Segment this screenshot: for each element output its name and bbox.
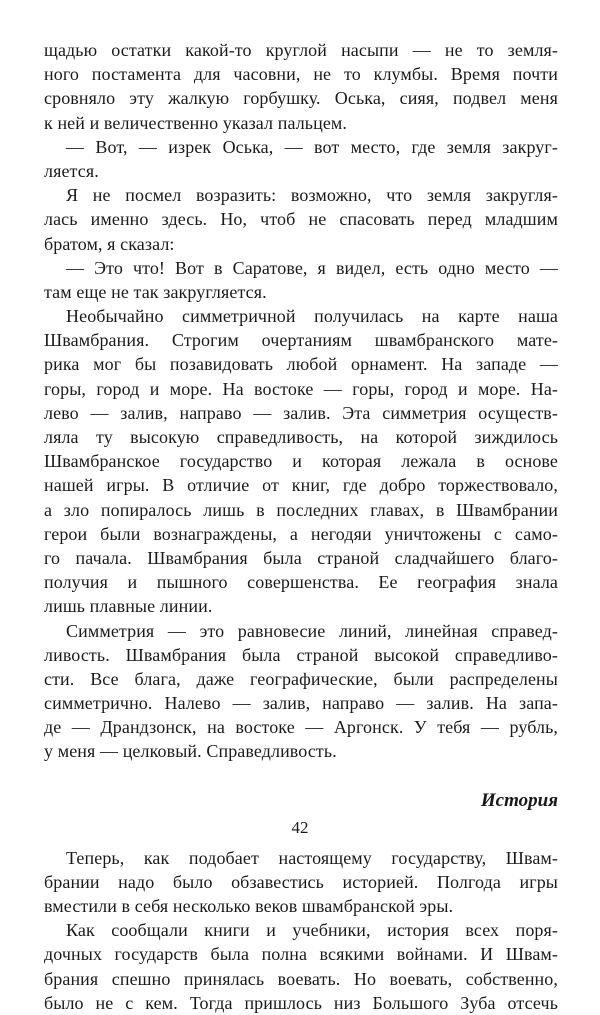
paragraph: [44, 38, 558, 135]
paragraph: [44, 918, 558, 1015]
text-line: рика мог бы позавидовать любой орнамент. На западе —: [44, 354, 558, 375]
text-line: — Вот, — изрек Оська, — вот место, где земля закруг-: [66, 136, 558, 157]
text-line: лишь плавные линии.: [44, 596, 213, 617]
text-line: Я не посмел возразить: возможно, что земля закругля-: [66, 185, 558, 206]
text-line: Теперь, как подобает настоящему государству, Швам-: [66, 847, 558, 868]
text-line: Симметрия — это равновесие линий, линейная справед-: [66, 620, 558, 641]
text-line: герои были вознаграждены, а негодяи уничтожены с само-: [44, 523, 558, 544]
text-body-after-heading: [44, 846, 558, 1015]
text-line: получия и пышного совершенства. Ее география знала: [44, 572, 558, 593]
text-line: Швамбрания. Строгим очертаниям швамбранского мате-: [44, 330, 558, 351]
text-body-before-heading: [44, 38, 558, 764]
text-line: сти. Все блага, даже географические, были распределены: [44, 668, 558, 689]
text-line: сровняло эту жалкую горбушку. Оська, сияя, подвел меня: [44, 88, 558, 109]
paragraph: [44, 846, 558, 919]
text-line: ливость. Швамбрания была страной высокой справедливо-: [44, 644, 558, 665]
paragraph: [44, 619, 558, 764]
text-line: ного постамента для часовни, не то клумбы. Время почти: [44, 64, 558, 85]
text-line: дочных государств была полна всякими войнами. И Швам-: [44, 944, 558, 965]
text-line: вместили в себя несколько веков швамбранской эры.: [44, 896, 454, 916]
text-line: де — Драндзонск, на востоке — Аргонск. У тебя — рубль,: [44, 717, 558, 738]
paragraph: [44, 183, 558, 256]
text-line: братом, я сказал:: [44, 233, 175, 254]
text-line: ляла ту высокую справедливость, на которой зиждилось: [44, 427, 558, 447]
text-line: — Это что! Вот в Саратове, я видел, есть одно место —: [66, 257, 558, 278]
text-line: брании надо было обзавестись историей. Полгода игры: [44, 871, 558, 892]
text-line: у меня — целковый. Справедливость.: [44, 741, 337, 762]
text-line: нашей игры. В отличие от книг, где добро торжествовало,: [44, 475, 558, 496]
text-line: брания спешно принялась воевать. Но воевать, собственно,: [44, 968, 558, 989]
text-line: ляется.: [44, 160, 99, 181]
text-line: было не с кем. Тогда пришлось низ Большого Зуба отсечь: [44, 992, 558, 1013]
text-line: го пачала. Швамбрания была страной сладчайшего благо-: [44, 547, 558, 568]
page-number: 42: [291, 818, 309, 837]
paragraph: [44, 135, 558, 183]
text-line: симметрично. Налево — залив, направо — залив. На запа-: [44, 693, 558, 714]
text-line: щадью остатки какой-то круглой насыпи — не то земля-: [44, 40, 558, 60]
paragraph: [44, 256, 558, 304]
text-line: там еще не так закругляется.: [44, 281, 267, 302]
section-heading: История: [480, 789, 558, 811]
text-line: Необычайно симметричной получилась на карте наша: [66, 306, 558, 327]
text-line: горы, город и море. На востоке — горы, город и море. На-: [44, 378, 558, 399]
text-line: лево — залив, направо — залив. Эта симметрия осуществ-: [44, 402, 558, 423]
text-line: Швамбранское государство и которая лежала в основе: [44, 451, 558, 472]
text-line: к ней и величественно указал пальцем.: [44, 112, 348, 133]
text-line: Как сообщали книги и учебники, история всех поря-: [66, 920, 558, 941]
paragraph: [44, 304, 558, 618]
text-line: лась именно здесь. Но, чтоб не спасовать перед младшим: [44, 209, 558, 230]
text-line: а зло попиралось лишь в последних главах, в Швамбрании: [44, 499, 558, 520]
book-page: [44, 38, 558, 1013]
